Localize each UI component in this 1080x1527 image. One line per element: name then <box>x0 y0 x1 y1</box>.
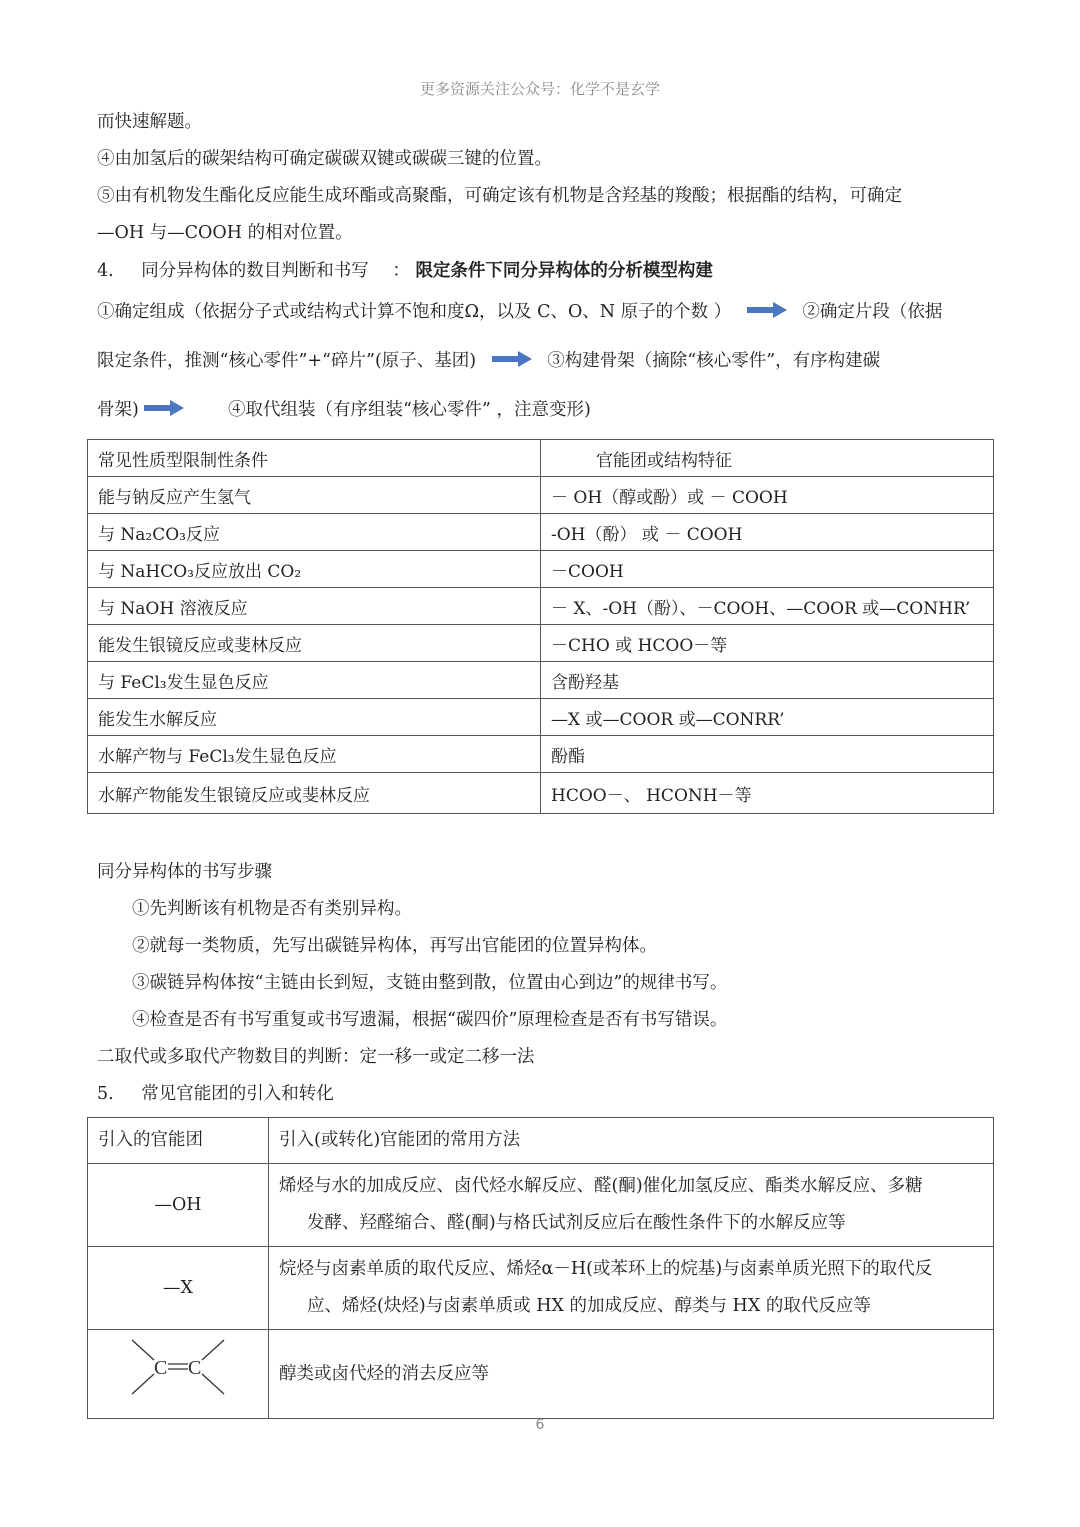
table-header-cell: 引入的官能团 <box>88 1118 269 1164</box>
method-text: 烷烃与卤素单质的取代反应、烯烃α－H(或苯环上的烷基)与卤素单质光照下的取代反 <box>279 1259 933 1279</box>
model-line-2 <box>97 347 880 372</box>
table-cell: － OH（醇或酚）或 － COOH <box>541 477 994 514</box>
table-cell: － X、-OH（酚）、－COOH、—COOR 或—CONHR’ <box>541 588 994 625</box>
table-cell: —X 或—COOR 或—CONRR’ <box>541 699 994 736</box>
model-step: ③构建骨架（摘除“核心零件”，有序构建碳 <box>547 351 881 371</box>
table-row <box>88 699 994 736</box>
method-text: 应、烯烃(炔烃)与卤素单质或 HX 的加成反应、醇类与 HX 的取代反应等 <box>307 1296 871 1316</box>
model-line-3 <box>97 396 591 421</box>
table-cell: -OH（酚） 或 － COOH <box>541 514 994 551</box>
right-arrow-icon <box>492 351 532 372</box>
right-arrow-icon <box>144 400 184 421</box>
table-row <box>88 736 994 773</box>
table-row <box>88 773 994 814</box>
model-line-1 <box>97 298 942 323</box>
table-row <box>88 1247 994 1330</box>
section-title: 同分异构体的数目判断和书写 <box>141 261 369 281</box>
table-row <box>88 551 994 588</box>
step-item: ④检查是否有书写重复或书写遗漏，根据“碳四价”原理检查是否有书写错误。 <box>132 1010 728 1030</box>
model-step: 限定条件，推测“核心零件”+“碎片”(原子、基团) <box>97 351 477 371</box>
table-row <box>88 477 994 514</box>
table-cell: 与 FeCl₃发生显色反应 <box>88 662 541 699</box>
table-row <box>88 1330 994 1419</box>
double-bond-structure-icon <box>128 1334 228 1400</box>
table-cell: 与 Na₂CO₃反应 <box>88 514 541 551</box>
step-item: ③碳链异构体按“主链由长到短，支链由整到散，位置由心到边”的规律书写。 <box>132 973 728 993</box>
table-cell: 酚酯 <box>541 736 994 773</box>
method-text: 烯烃与水的加成反应、卤代烃水解反应、醛(酮)催化加氢反应、酯类水解反应、多糖 <box>279 1176 923 1196</box>
table-cell: HCOO－、 HCONH－等 <box>541 773 994 814</box>
table-row <box>88 662 994 699</box>
section-5-heading <box>97 1080 334 1105</box>
section-number: 5. <box>97 1084 114 1104</box>
svg-text:C: C <box>188 1357 202 1379</box>
table-header-row <box>88 440 994 477</box>
steps-title: 同分异构体的书写步骤 <box>97 862 272 882</box>
method-text: 发酵、羟醛缩合、醛(酮)与格氏试剂反应后在酸性条件下的水解反应等 <box>307 1213 846 1233</box>
right-arrow-icon <box>747 302 787 323</box>
section-title: 常见官能团的引入和转化 <box>141 1084 334 1104</box>
table-header-cell: 常见性质型限制性条件 <box>88 440 541 477</box>
table-cell: 能与钠反应产生氢气 <box>88 477 541 514</box>
table-cell: 能发生银镜反应或斐林反应 <box>88 625 541 662</box>
table-cell: 水解产物与 FeCl₃发生显色反应 <box>88 736 541 773</box>
table-cell: 与 NaOH 溶液反应 <box>88 588 541 625</box>
section-subtitle: 限定条件下同分异构体的分析模型构建 <box>415 261 713 281</box>
table-cell: 水解产物能发生银镜反应或斐林反应 <box>88 773 541 814</box>
table-cell: 能发生水解反应 <box>88 699 541 736</box>
section-number: 4. <box>97 261 114 281</box>
functional-group-cell: —X <box>88 1247 269 1330</box>
model-step: ④取代组装（有序组装“核心零件” ，注意变形) <box>227 400 591 420</box>
table-cell: 含酚羟基 <box>541 662 994 699</box>
text-line: —OH 与—COOH 的相对位置。 <box>97 223 353 243</box>
step-item: ②就每一类物质，先写出碳链异构体，再写出官能团的位置异构体。 <box>132 936 657 956</box>
table-cell: －CHO 或 HCOO－等 <box>541 625 994 662</box>
table-row <box>88 1164 994 1247</box>
section-4-heading <box>97 257 713 282</box>
table-row <box>88 514 994 551</box>
method-cell: 醇类或卤代烃的消去反应等 <box>269 1330 994 1419</box>
text-line: 而快速解题。 <box>97 112 202 132</box>
text-line: 二取代或多取代产物数目的判断：定一移一或定二移一法 <box>97 1047 535 1067</box>
table-header-row <box>88 1118 994 1164</box>
step-item: ①先判断该有机物是否有类别异构。 <box>132 899 412 919</box>
svg-text:C: C <box>154 1357 168 1379</box>
text-line: ④由加氢后的碳架结构可确定碳碳双键或碳碳三键的位置。 <box>97 149 552 169</box>
text-line: ⑤由有机物发生酯化反应能生成环酯或高聚酯，可确定该有机物是含羟基的羧酸；根据酯的结构，可确定 <box>97 186 902 206</box>
method-cell <box>269 1247 994 1330</box>
restriction-conditions-table <box>87 439 994 814</box>
method-cell <box>269 1164 994 1247</box>
functional-group-cell <box>88 1330 269 1419</box>
page-number: 6 <box>535 1417 545 1433</box>
table-header-cell: 官能团或结构特征 <box>541 440 994 477</box>
model-step: ②确定片段（依据 <box>802 302 943 322</box>
page-header: 更多资源关注公众号：化学不是玄学 <box>419 80 660 98</box>
functional-group-cell: —OH <box>88 1164 269 1247</box>
table-row <box>88 588 994 625</box>
table-row <box>88 625 994 662</box>
table-cell: 与 NaHCO₃反应放出 CO₂ <box>88 551 541 588</box>
table-cell: －COOH <box>541 551 994 588</box>
functional-group-table <box>87 1117 994 1419</box>
section-colon: ： <box>392 261 410 281</box>
model-step: 骨架) <box>97 400 139 420</box>
model-step: ①确定组成（依据分子式或结构式计算不饱和度Ω，以及 C、O、N 原子的个数 ） <box>97 302 732 322</box>
table-header-cell: 引入(或转化)官能团的常用方法 <box>269 1118 994 1164</box>
